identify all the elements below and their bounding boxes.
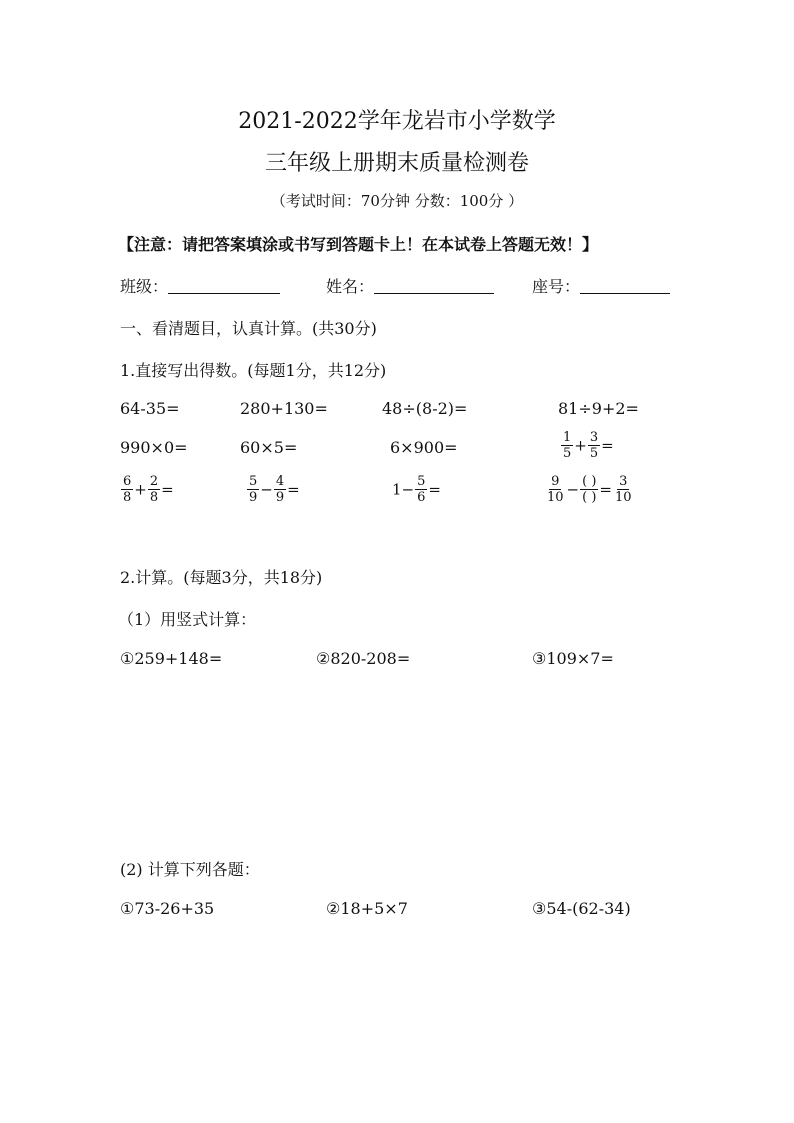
- exam-info: （考试时间：70分钟 分数：100分 ）: [270, 192, 524, 210]
- class-label: 班级：: [120, 277, 169, 296]
- fraction: $\frac{3}{10}$: [614, 474, 632, 505]
- q2-part1-item: ①259+148=: [120, 649, 223, 668]
- q2-title: 2.计算。(每题3分，共18分): [120, 568, 323, 587]
- fraction: $\frac{3}{5}$: [589, 430, 599, 461]
- q1-fraction-item: $\frac{1}{5}$ + $\frac{3}{5}$ =: [563, 430, 614, 461]
- fraction: $\frac{6}{8}$: [123, 474, 132, 505]
- q1-item: 48÷(8-2)=: [382, 399, 468, 418]
- name-label: 姓名：: [326, 277, 375, 296]
- q1-item: 6×900=: [390, 438, 458, 457]
- q2-part2-item: ②18+5×7: [326, 899, 408, 918]
- q1-fraction-item: $\frac{5}{9}$ − $\frac{4}{9}$ =: [249, 474, 300, 505]
- seat-field: [532, 274, 670, 297]
- q2-part1-item: ③109×7=: [532, 649, 614, 668]
- q1-fraction-item: 1− $\frac{5}{6}$ =: [392, 474, 441, 505]
- section1-title: 一、看清题目，认真计算。(共30分): [120, 319, 377, 338]
- fraction: $\frac{5}{9}$: [249, 474, 258, 505]
- fraction: $\frac{1}{5}$: [563, 430, 572, 461]
- q1-item: 990×0=: [120, 438, 188, 457]
- q1-item: 280+130=: [240, 399, 328, 418]
- name-field: [326, 274, 494, 297]
- q1-title: 1.直接写出得数。(每题1分，共12分): [120, 361, 387, 380]
- fraction: $\frac{( )}{( )}$: [582, 474, 597, 505]
- fraction: $\frac{5}{6}$: [417, 474, 426, 505]
- q1-item: 60×5=: [240, 438, 298, 457]
- q1-fraction-item: $\frac{9}{10}$ − $\frac{( )}{( )}$ = $\frac{3}{10}$: [547, 474, 632, 505]
- q2-part1-item: ②820-208=: [316, 649, 411, 668]
- class-blank: [168, 277, 280, 294]
- exam-title-line2: 三年级上册期末质量检测卷: [264, 151, 529, 176]
- fraction: $\frac{4}{9}$: [275, 474, 285, 505]
- exam-title-line1: 2021-2022学年龙岩市小学数学: [238, 109, 556, 134]
- q2-part1-title: （1）用竖式计算：: [118, 610, 257, 629]
- q2-part2-item: ③54-(62-34): [532, 899, 631, 918]
- seat-blank: [580, 277, 670, 294]
- seat-label: 座号：: [532, 277, 581, 296]
- name-blank: [374, 277, 494, 294]
- q1-fraction-item: $\frac{6}{8}$ + $\frac{2}{8}$ =: [123, 474, 174, 505]
- q2-part2-item: ①73-26+35: [120, 899, 215, 918]
- fraction: $\frac{9}{10}$: [547, 474, 564, 505]
- notice: 【注意：请把答案填涂或书写到答题卡上！在本试卷上答题无效！】: [118, 235, 599, 254]
- fraction: $\frac{2}{8}$: [149, 474, 159, 505]
- q2-part2-title: (2) 计算下列各题：: [120, 860, 260, 879]
- q1-item: 64-35=: [120, 399, 180, 418]
- q1-item: 81÷9+2=: [558, 399, 639, 418]
- class-field: [120, 274, 280, 297]
